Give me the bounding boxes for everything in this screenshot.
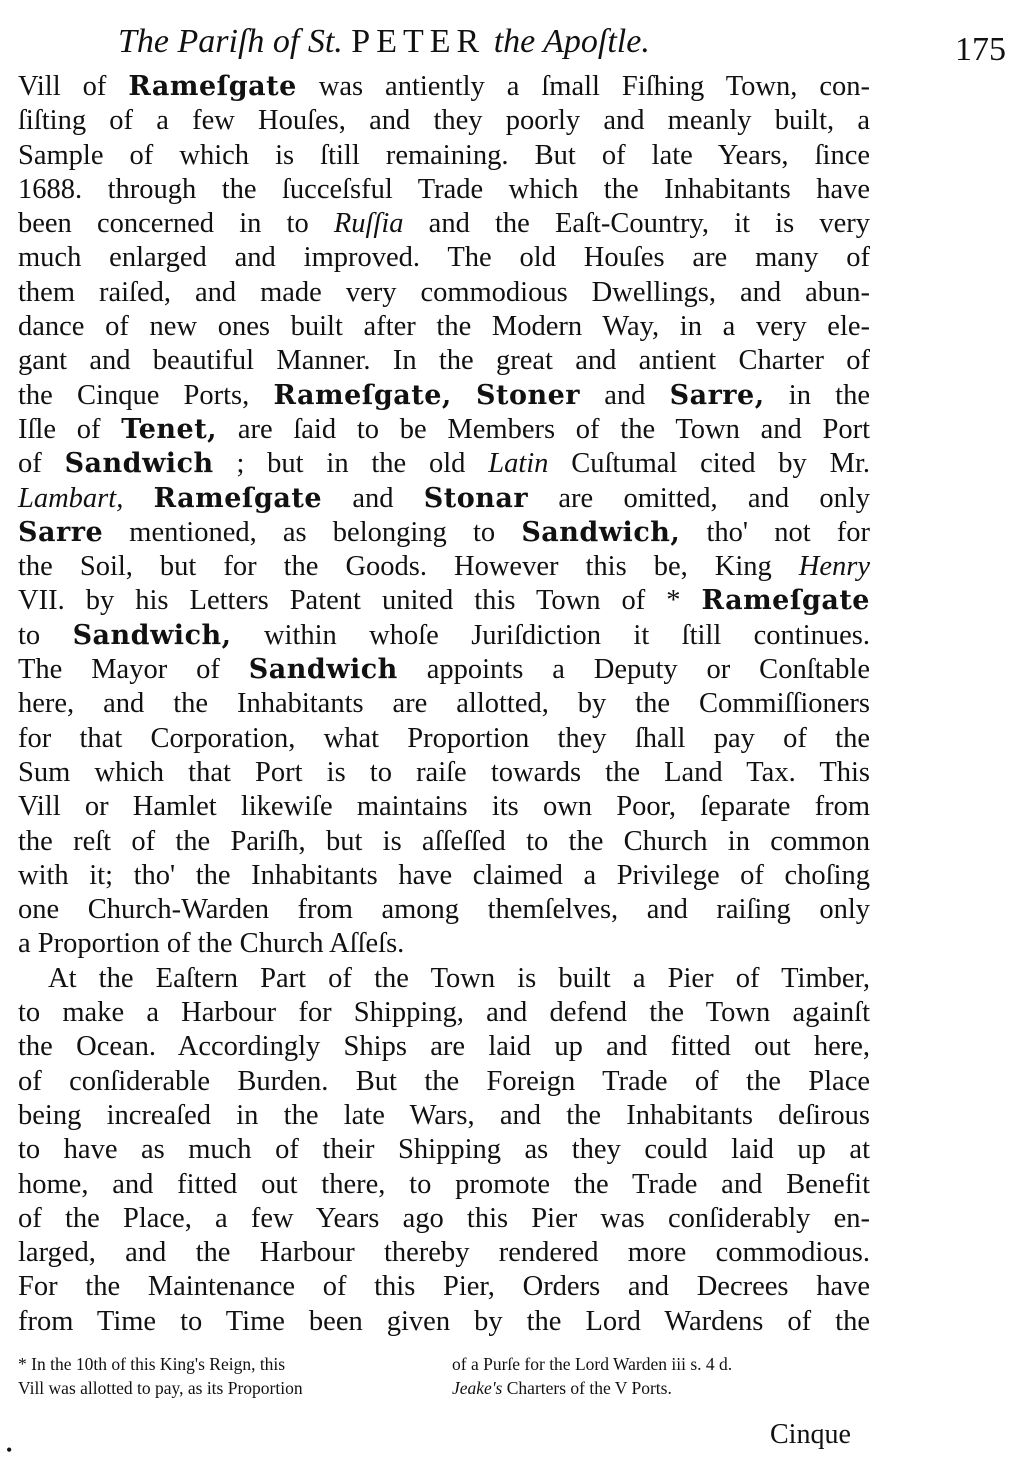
text-line: 1688. through the ſucceſsful Trade which the Inhabitants have	[18, 173, 870, 205]
text-line: to make a Harbour for Shipping, and defend the Town againſt	[18, 997, 870, 1029]
text-run: been concerned in to	[18, 208, 334, 240]
text-line	[18, 447, 870, 481]
text-line: the Ocean. Accordingly Ships are laid up and fitted out here,	[18, 1031, 870, 1063]
text-line: At the Eaſtern Part of the Town is built a Pier of Timber,	[48, 962, 870, 994]
blackletter-name: Tenet,	[121, 413, 218, 445]
text-run	[452, 380, 476, 411]
text-line: gant and beautiful Manner. In the great and antient Charter of	[18, 345, 870, 377]
italic-run: Henry	[798, 551, 870, 583]
italic-run: Jeake's	[452, 1378, 503, 1398]
text-line: home, and fitted out there, to promote the Trade and Benefit	[18, 1168, 870, 1200]
running-head-caps: PETER	[351, 23, 486, 60]
text-run: Iſle of	[18, 413, 122, 445]
text-line: one Church-Warden from among themſelves, and raiſing only	[18, 894, 870, 926]
text-line: the reſt of the Pariſh, but is aſſeſſed to the Church in common	[18, 825, 870, 857]
text-run: the Soil, but for the Goods. However this be, King	[18, 551, 799, 583]
footnote-right-column	[452, 1352, 864, 1400]
text-run: and	[580, 379, 670, 411]
blackletter-name: Stoner	[476, 379, 581, 411]
text-line	[18, 207, 870, 241]
text-run: was antiently a ſmall Fiſhing Town, con-	[296, 71, 870, 102]
text-line: Vill or Hamlet likewiſe maintains its own Poor, ſeparate from	[18, 791, 870, 823]
text-run: The Mayor of	[18, 654, 249, 686]
blackletter-name: Sarre,	[669, 379, 765, 411]
text-line: Sum which that Port is to raiſe towards the Land Tax. This	[18, 756, 870, 788]
text-line: them raiſed, and made very commodious Dwellings, and abun-	[18, 276, 870, 308]
footnote-left-column	[18, 1352, 443, 1400]
text-line	[18, 550, 870, 584]
text-run: the Cinque Ports,	[18, 379, 274, 411]
text-run: in the	[764, 379, 870, 411]
text-run: and	[322, 482, 424, 514]
blackletter-name: Sandwich,	[521, 516, 681, 548]
body-text	[18, 70, 870, 1339]
text-line: a Proportion of the Church Aſſeſs.	[18, 928, 405, 960]
text-run: are ſaid to be Members of the Town and Port	[217, 413, 870, 445]
catchword: Cinque	[770, 1419, 851, 1450]
text-line	[18, 413, 870, 447]
blackletter-name: Rameſgate	[128, 71, 297, 102]
text-line	[18, 482, 870, 516]
text-run: VII. by his Letters Patent united this Town of *	[18, 585, 702, 617]
text-run: Charters of the V Ports.	[502, 1378, 672, 1398]
text-line	[18, 379, 870, 413]
text-line: of the Place, a few Years ago this Pier was conſiderably en-	[18, 1202, 870, 1234]
footnote-line	[452, 1376, 864, 1400]
running-head-pre: The Pariſh of St.	[118, 23, 343, 60]
blackletter-name: Stonar	[423, 482, 529, 514]
text-run	[123, 483, 153, 514]
text-line: For the Maintenance of this Pier, Orders and Decrees have	[18, 1271, 870, 1303]
text-line: with it; tho' the Inhabitants have claimed a Privilege of choſing	[18, 859, 870, 891]
text-line: larged, and the Harbour thereby rendered more commodious.	[18, 1237, 870, 1269]
text-line: to have as much of their Shipping as they could laid up at	[18, 1134, 870, 1166]
blackletter-name: Sandwich	[248, 654, 398, 686]
blackletter-name: Rameſgate	[153, 482, 323, 514]
text-line: here, and the Inhabitants are allotted, by the Commiſſioners	[18, 688, 870, 720]
blackletter-name: Rameſgate,	[273, 379, 452, 411]
footnote-line: of a Purſe for the Lord Warden iii s. 4 d.	[452, 1354, 733, 1374]
italic-run: Ruſſia	[333, 208, 404, 240]
text-line: dance of new ones built after the Modern Way, in a very ele-	[18, 311, 870, 343]
text-line: of conſiderable Burden. But the Foreign Trade of the Place	[18, 1065, 870, 1097]
footnote-line: * In the 10th of this King's Reign, this	[18, 1354, 286, 1374]
text-run: Cuſtumal cited by Mr.	[548, 448, 871, 480]
text-run: mentioned, as belonging to	[103, 516, 522, 548]
text-line: much enlarged and improved. The old Houſes are many of	[18, 242, 870, 274]
text-run: of	[18, 448, 65, 480]
running-head-post: the Apoſtle.	[493, 23, 650, 60]
blackletter-name: Sarre	[18, 516, 104, 548]
text-run: within whoſe Juriſdiction it ſtill continues.	[231, 619, 870, 651]
page-number: 175	[955, 31, 1006, 68]
text-line: ſiſting of a few Houſes, and they poorly and meanly built, a	[18, 105, 870, 137]
text-line	[18, 619, 870, 653]
text-line: being increaſed in the late Wars, and the Inhabitants deſirous	[18, 1099, 870, 1131]
blackletter-name: Sandwich,	[72, 619, 232, 651]
text-run: Vill of	[18, 71, 129, 102]
text-run: are omitted, and only	[528, 482, 871, 514]
text-line: from Time to Time been given by the Lord Wardens of the	[18, 1305, 870, 1337]
text-run: appoints a Deputy or Conſtable	[397, 654, 870, 686]
blackletter-name: Sandwich	[64, 448, 214, 480]
signature-mark: •	[6, 1440, 13, 1460]
text-run: ; but in the old	[213, 448, 489, 480]
running-head	[118, 22, 878, 62]
italic-run: Latin	[488, 448, 549, 480]
footnote-line: Vill was allotted to pay, as its Proportion	[18, 1378, 303, 1398]
italic-run: Lambart,	[18, 482, 124, 514]
text-line: Sample of which is ſtill remaining. But of late Years, ſince	[18, 139, 870, 171]
text-run: tho' not for	[680, 516, 871, 548]
blackletter-name: Rameſgate	[701, 585, 870, 617]
text-line	[18, 516, 870, 550]
text-run: and the Eaſt-Country, it is very	[403, 208, 870, 240]
text-line	[18, 653, 870, 687]
text-line	[18, 584, 870, 618]
text-line: for that Corporation, what Proportion they ſhall pay of the	[18, 722, 870, 754]
text-run: to	[18, 619, 73, 651]
text-line	[18, 70, 870, 104]
